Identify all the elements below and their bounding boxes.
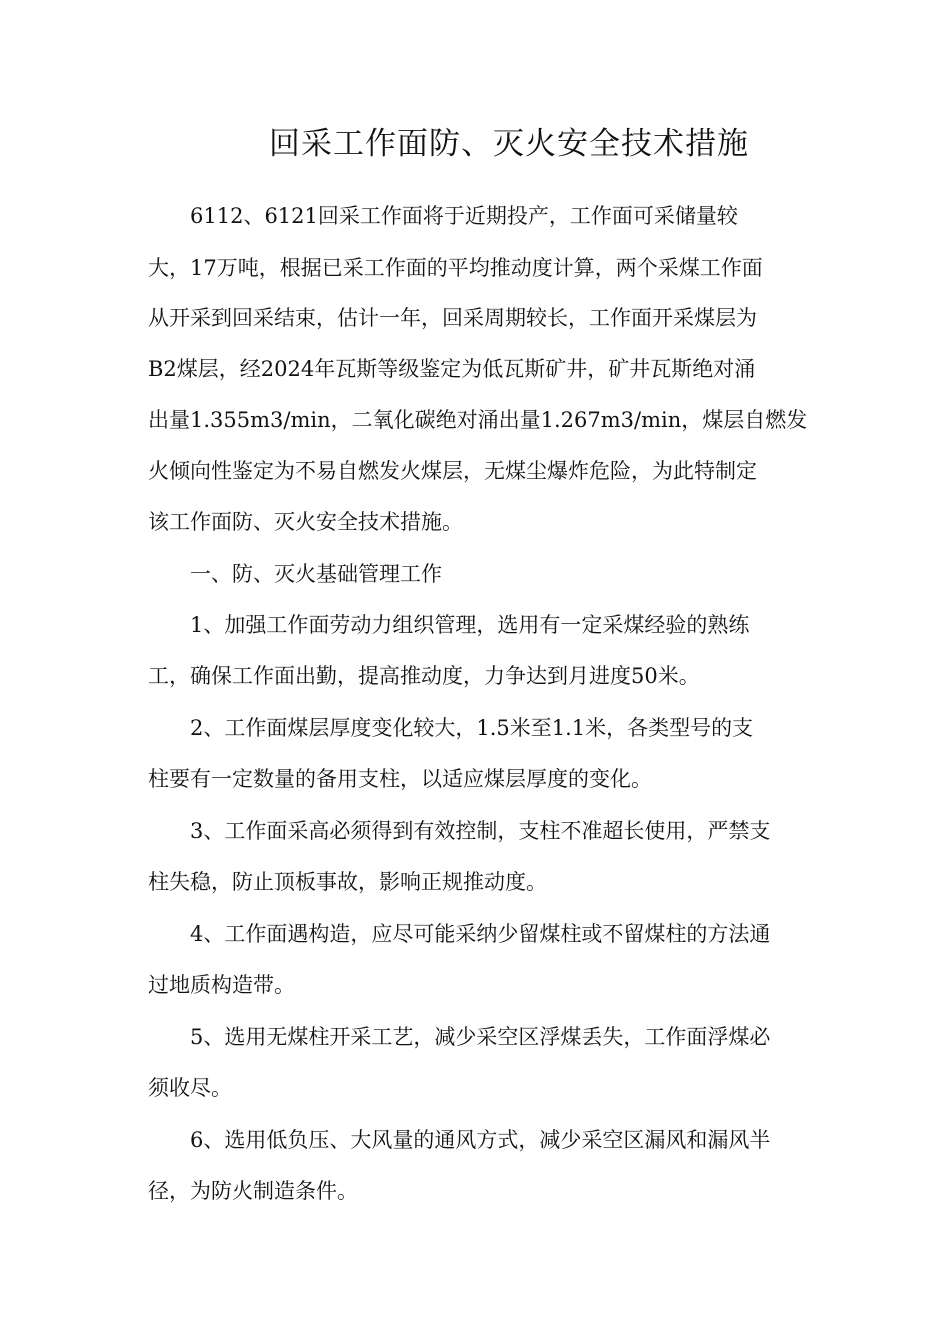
paragraph-line: B2煤层，经2024年瓦斯等级鉴定为低瓦斯矿井，矿井瓦斯绝对涌 bbox=[148, 357, 756, 381]
list-item-line: 1、加强工作面劳动力组织管理，选用有一定采煤经验的熟练 bbox=[190, 613, 750, 637]
list-item-line: 6、选用低负压、大风量的通风方式，减少采空区漏风和漏风半 bbox=[190, 1128, 771, 1152]
section-heading: 一、防、灭火基础管理工作 bbox=[190, 562, 442, 586]
document-title: 回采工作面防、灭火安全技术措施 bbox=[269, 126, 749, 162]
list-item-line: 工，确保工作面出勤，提高推动度，力争达到月进度50米。 bbox=[148, 664, 700, 688]
list-item-line: 径，为防火制造条件。 bbox=[148, 1179, 358, 1203]
paragraph-line: 该工作面防、灭火安全技术措施。 bbox=[148, 510, 463, 534]
list-item-line: 柱要有一定数量的备用支柱，以适应煤层厚度的变化。 bbox=[148, 767, 652, 791]
paragraph-line: 出量1.355m3/min，二氧化碳绝对涌出量1.267m3/min，煤层自燃发 bbox=[148, 408, 808, 432]
paragraph-line: 从开采到回采结束，估计一年，回采周期较长，工作面开采煤层为 bbox=[148, 306, 757, 330]
list-item-line: 2、工作面煤层厚度变化较大，1.5米至1.1米，各类型号的支 bbox=[190, 716, 754, 740]
paragraph-line: 大，17万吨，根据已采工作面的平均推动度计算，两个采煤工作面 bbox=[148, 256, 763, 280]
list-item-line: 5、选用无煤柱开采工艺，减少采空区浮煤丢失，工作面浮煤必 bbox=[190, 1025, 771, 1049]
list-item-line: 须收尽。 bbox=[148, 1076, 232, 1100]
list-item-line: 4、工作面遇构造，应尽可能采纳少留煤柱或不留煤柱的方法通 bbox=[190, 922, 771, 946]
list-item-line: 过地质构造带。 bbox=[148, 973, 295, 997]
list-item-line: 3、工作面采高必须得到有效控制，支柱不准超长使用，严禁支 bbox=[190, 819, 771, 843]
paragraph-line: 6112、6121回采工作面将于近期投产，工作面可采储量较 bbox=[190, 204, 738, 228]
list-item-line: 柱失稳，防止顶板事故，影响正规推动度。 bbox=[148, 870, 547, 894]
paragraph-line: 火倾向性鉴定为不易自燃发火煤层，无煤尘爆炸危险，为此特制定 bbox=[148, 459, 757, 483]
